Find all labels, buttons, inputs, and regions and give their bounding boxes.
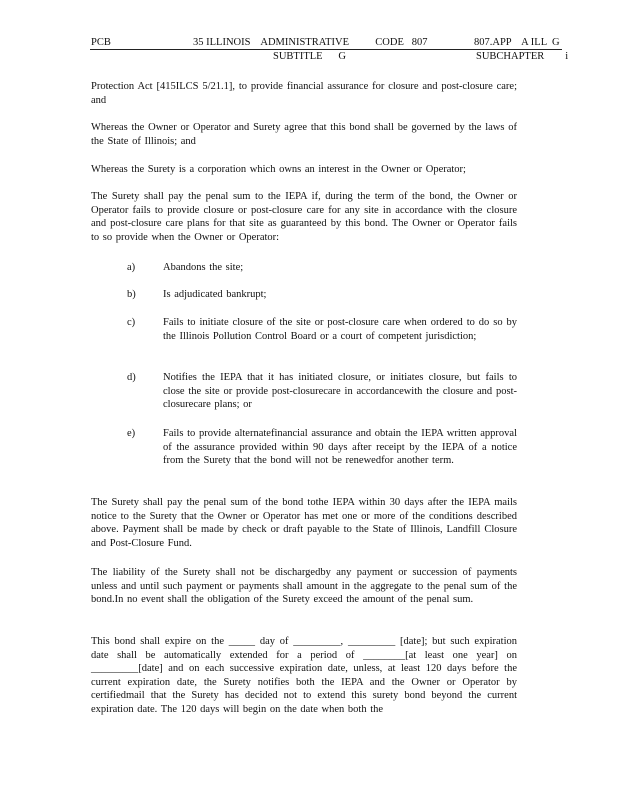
paragraph-surety-shall-pay: The Surety shall pay the penal sum to the IEPA if, during the term of the bond, the Owner or Operator fails to provide closure or post-closure care for any site in accordance with the closure and post-closure care plans for that site as guaranteed by this bond. The Owner or Operator fails to so provide when the Owner or Operator: xyxy=(91,191,517,243)
paragraph-liability: The liability of the Surety shall not be dischargedby any payment or succession of payments unless and until such payment or payments shall amount in the aggregate to the penal sum of the bond.In no event shall the obligation of the Surety exceed the amount of the penal sum. xyxy=(91,567,517,605)
list-item-text: Fails to initiate closure of the site or post-closure care when ordered to do so by the Illinois Pollution Control Board or a court of competent jurisdiction; xyxy=(163,317,517,342)
header-right-line2: SUBCHAPTER i xyxy=(476,51,569,62)
list-item-text: Abandons the site; xyxy=(163,262,244,273)
list-item-label: a) xyxy=(127,262,136,273)
list-item-text: Fails to provide alternatefinancial assurance and obtain the IEPA written approval of the assurance provided within 90 days after receipt by the IEPA of a notice from the Surety that the bond will not be renewedfor another term. xyxy=(163,428,517,466)
list-item-text: Is adjudicated bankrupt; xyxy=(163,289,267,300)
paragraph-protection-act: Protection Act [415ILCS 5/21.1], to provide financial assurance for closure and post-closure care; and xyxy=(91,81,517,106)
header-right-line1: 807.APP A ILL G xyxy=(474,37,560,48)
header-left: PCB xyxy=(91,37,111,48)
paragraph-whereas-corporation: Whereas the Surety is a corporation which owns an interest in the Owner or Operator; xyxy=(91,164,466,175)
paragraph-payment: The Surety shall pay the penal sum of the bond tothe IEPA within 30 days after the IEPA mails notice to the Surety that the Owner or Operator has met one or more of the conditions described above. Payment shall be made by check or draft payable to the State of Illinois, Landfill Closure and Post-Closure Fund. xyxy=(91,497,517,549)
list-item-label: b) xyxy=(127,289,136,300)
header-center-line1: 35 ILLINOIS ADMINISTRATIVE CODE 807 xyxy=(193,37,428,48)
list-item-label: d) xyxy=(127,372,136,383)
header-rule xyxy=(90,49,562,50)
list-item-text: Notifies the IEPA that it has initiated closure, or initiates closure, but fails to close the site or provide post-closurecare in accordancewith the closure and post-closurecare plans; or xyxy=(163,372,517,410)
paragraph-expiration: This bond shall expire on the _____ day of _________, _________ [date]; but such expiration date shall be automatically extended for a period of ________[at least one year] on _________[date] and on each successive expiration date, unless, at least 120 days before the current expiration date, the Surety notifies both the IEPA and the Owner or Operator by certifiedmail that the Surety has decided not to extend this surety bond beyond the current expiration date. The 120 days will begin on the date when both the xyxy=(91,636,517,715)
paragraph-whereas-governed: Whereas the Owner or Operator and Surety agree that this bond shall be governed by the laws of the State of Illinois; and xyxy=(91,122,517,147)
list-item-label: e) xyxy=(127,428,136,439)
list-item-label: c) xyxy=(127,317,136,328)
header-center-line2: SUBTITLE G xyxy=(273,51,346,62)
